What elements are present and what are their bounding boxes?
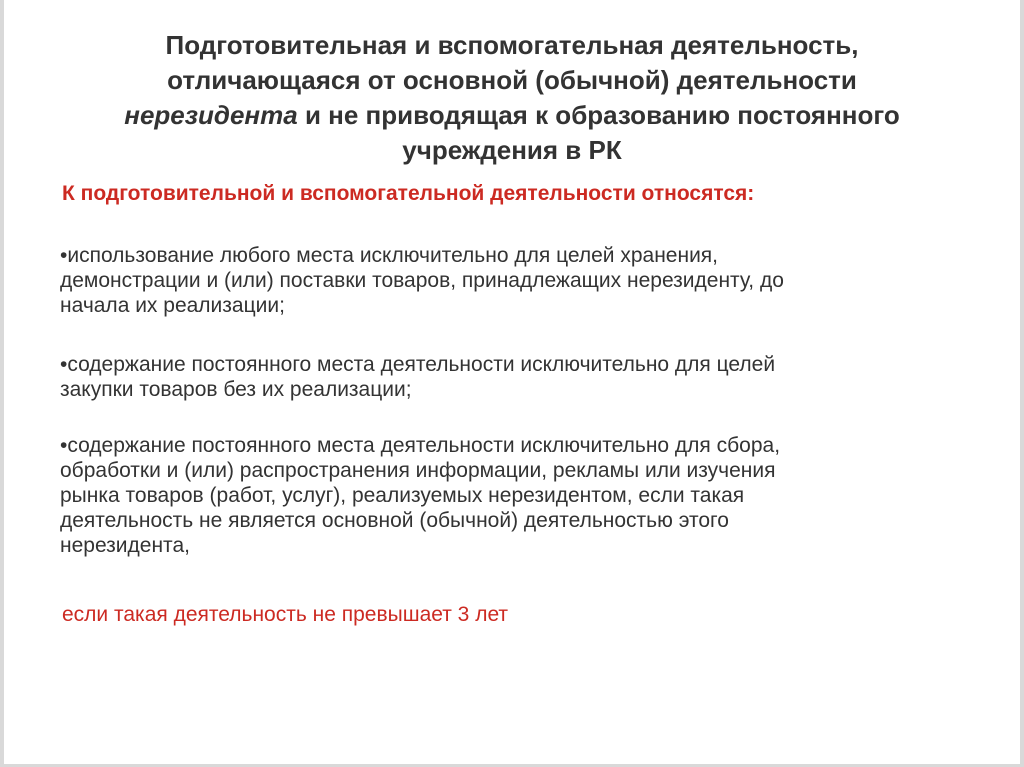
- slide-frame-right: [1020, 0, 1024, 767]
- title-line-2: отличающаяся от основной (обычной) деятельности: [167, 65, 857, 95]
- bullet-3-line-4: деятельность не является основной (обычной) деятельностью этого: [60, 509, 729, 532]
- title-line-1: Подготовительная и вспомогательная деятельность,: [165, 30, 859, 60]
- bullet-item-2: [60, 352, 970, 402]
- title-line-3-rest: и не приводящая к образованию постоянного: [297, 100, 900, 130]
- bullet-item-1: [60, 243, 970, 318]
- bullet-2-line-2: закупки товаров без их реализации;: [60, 378, 412, 401]
- title-line-3: [70, 98, 954, 133]
- slide-frame-left: [0, 0, 4, 767]
- title-italic-word: нерезидента: [124, 100, 298, 130]
- bullet-3-line-3: рынка товаров (работ, услуг), реализуемых нерезидентом, если такая: [60, 484, 745, 507]
- bullet-1-line-2: демонстрации и (или) поставки товаров, принадлежащих нерезиденту, до: [60, 269, 784, 292]
- slide-title: [70, 28, 954, 168]
- bullet-3-line-1: •содержание постоянного места деятельности исключительно для сбора,: [60, 434, 781, 457]
- title-line-4: учреждения в РК: [402, 135, 622, 165]
- bullet-3-line-2: обработки и (или) распространения информации, рекламы или изучения: [60, 459, 776, 482]
- bullet-1-line-3: начала их реализации;: [60, 294, 285, 317]
- bullet-item-3: [60, 433, 970, 558]
- bullet-3-line-5: нерезидента,: [60, 534, 190, 557]
- bullet-2-line-1: •содержание постоянного места деятельности исключительно для целей: [60, 353, 776, 376]
- section-subtitle: К подготовительной и вспомогательной деятельности относятся:: [62, 182, 755, 205]
- duration-note: если такая деятельность не превышает 3 лет: [62, 603, 509, 626]
- bullet-1-line-1: •использование любого места исключительно для целей хранения,: [60, 244, 719, 267]
